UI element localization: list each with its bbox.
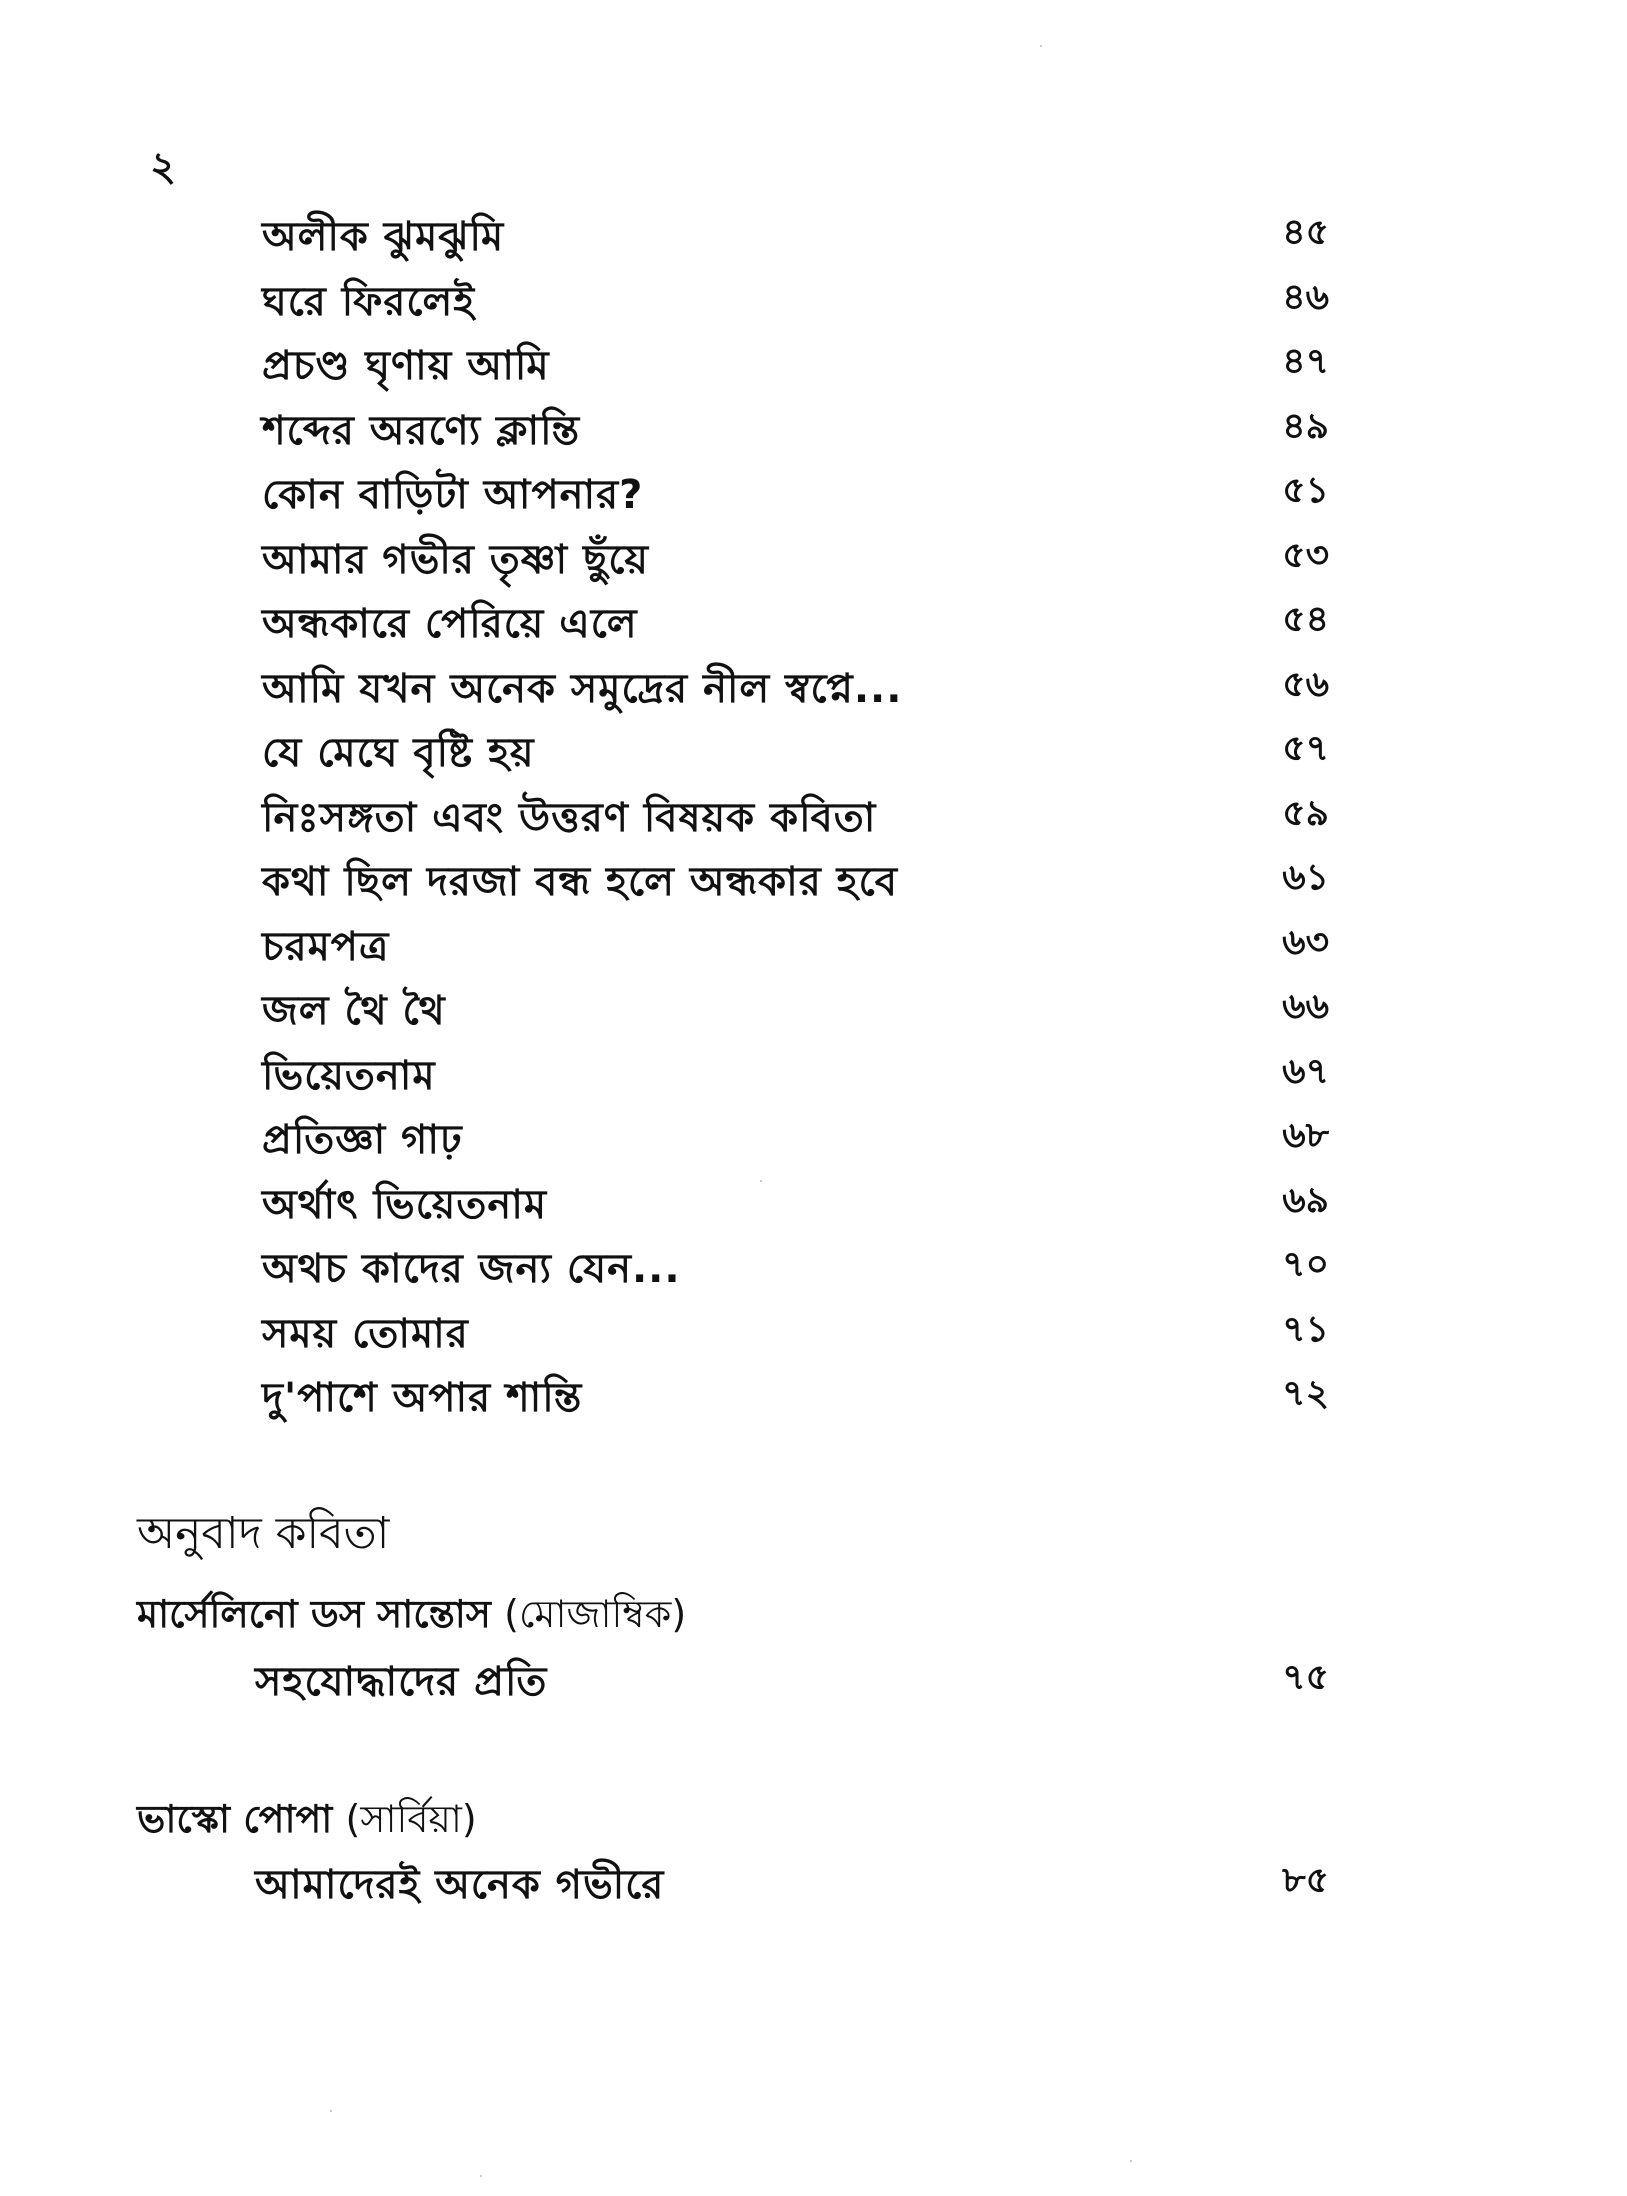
toc-entry (0, 1366, 1627, 1431)
translated-author (137, 1585, 686, 1649)
toc-entry-title: সময় তোমার (262, 1310, 469, 1357)
toc-entry-page: ৬৮ (1282, 1115, 1329, 1156)
toc-entry-page: ৪৯ (1282, 405, 1329, 447)
toc-entry-title: সহযোদ্ধাদের প্রতি (255, 1659, 548, 1705)
toc-entry-title: যে মেঘে বৃষ্টি হয় (262, 730, 535, 776)
toc-entry-page: ৪৫ (1282, 212, 1329, 253)
translated-poem-entry (0, 1650, 1627, 1705)
toc-entry (0, 334, 1627, 399)
translated-author (137, 1790, 477, 1854)
toc-entry (0, 1108, 1627, 1173)
toc-entry-title: ভিয়েতনাম (262, 1052, 436, 1099)
toc-entry (0, 786, 1627, 851)
toc-entry-title: অলীক ঝুমঝুমি (262, 214, 505, 260)
toc-entry-page: ৪৭ (1282, 341, 1329, 382)
toc-entry-title: আমার গভীর তৃষ্ণা ছুঁয়ে (262, 536, 649, 583)
toc-entry-title: কোন বাড়িটা আপনার? (262, 472, 644, 518)
toc-entry-title: জল থৈ থৈ (262, 988, 446, 1034)
toc-entry-page: ৬৬ (1282, 986, 1329, 1027)
scan-speck (760, 1180, 762, 1182)
toc-entry-page: ৭১ (1282, 1308, 1329, 1350)
toc-entry-title: আমাদেরই অনেক গভীরে (255, 1862, 665, 1908)
toc-entry (0, 1173, 1627, 1238)
scan-speck (480, 2175, 482, 2177)
toc-entry-title: নিঃসঙ্গতা এবং উত্তরণ বিষয়ক কবিতা (262, 794, 877, 841)
toc-entry (0, 850, 1627, 915)
toc-entry-page: ৫৪ (1282, 599, 1329, 640)
toc-entry-page: ৫১ (1282, 470, 1329, 511)
toc-entry-title: অন্ধকারে পেরিয়ে এলে (262, 601, 638, 647)
toc-entry-page: ৮৫ (1282, 1860, 1329, 1901)
toc-entry-title: শব্দের অরণ্যে ক্লান্তি (262, 407, 581, 454)
toc-entry (0, 270, 1627, 335)
translation-section-heading: অনুবাদ কবিতা (137, 1508, 390, 1559)
toc-entry (0, 1237, 1627, 1302)
toc-entry-page: ৬৩ (1282, 921, 1329, 963)
toc-list (0, 205, 1627, 1431)
toc-entry (0, 205, 1627, 270)
toc-entry-page: ৭৫ (1282, 1657, 1329, 1698)
toc-entry (0, 463, 1627, 528)
toc-entry-page: ৫৬ (1282, 663, 1329, 705)
scan-speck (1130, 2160, 1132, 2162)
scan-speck (1040, 45, 1042, 47)
author-name: ভাস্কো পোপা (137, 1797, 333, 1841)
toc-entry (0, 1044, 1627, 1109)
toc-entry-page: ৫৭ (1282, 728, 1329, 769)
toc-entry (0, 1302, 1627, 1367)
toc-entry (0, 592, 1627, 657)
toc-entry-title: প্রচণ্ড ঘৃণায় আমি (262, 343, 550, 389)
toc-entry-title: ঘরে ফিরলেই (262, 278, 476, 325)
toc-entry-title: দু'পাশে অপার শান্তি (262, 1375, 583, 1421)
toc-entry (0, 399, 1627, 464)
translated-poem-entry (0, 1853, 1627, 1908)
toc-entry (0, 657, 1627, 722)
scan-speck (330, 2110, 332, 2112)
toc-entry-title: প্রতিজ্ঞা গাঢ় (262, 1117, 463, 1163)
toc-entry-title: চরমপত্র (262, 923, 390, 970)
toc-entry-title: আমি যখন অনেক সমুদ্রের নীল স্বপ্নে... (262, 665, 903, 712)
toc-entry-page: ৬১ (1282, 857, 1329, 898)
toc-entry-page: ৬৭ (1282, 1050, 1329, 1092)
toc-entry (0, 721, 1627, 786)
toc-entry-page: ৪৬ (1282, 276, 1329, 318)
toc-entry (0, 979, 1627, 1044)
author-country: (মোজাম্বিক) (504, 1592, 687, 1636)
author-name: মার্সেলিনো ডস সান্তোস (137, 1592, 491, 1636)
toc-entry-page: ৭০ (1282, 1244, 1329, 1285)
toc-entry (0, 915, 1627, 980)
toc-entry-page: ৭২ (1282, 1373, 1329, 1414)
toc-entry-title: কথা ছিল দরজা বন্ধ হলে অন্ধকার হবে (262, 859, 899, 905)
toc-entry (0, 528, 1627, 593)
toc-entry-page: ৫৩ (1282, 534, 1329, 576)
toc-entry-page: ৫৯ (1282, 792, 1329, 834)
author-country: (সার্বিয়া) (345, 1797, 477, 1841)
toc-entry-title: অর্থাৎ ভিয়েতনাম (262, 1181, 548, 1228)
page-number: ২ (150, 144, 177, 190)
toc-entry-title: অথচ কাদের জন্য যেন... (262, 1246, 681, 1292)
toc-entry-page: ৬৯ (1282, 1179, 1329, 1221)
